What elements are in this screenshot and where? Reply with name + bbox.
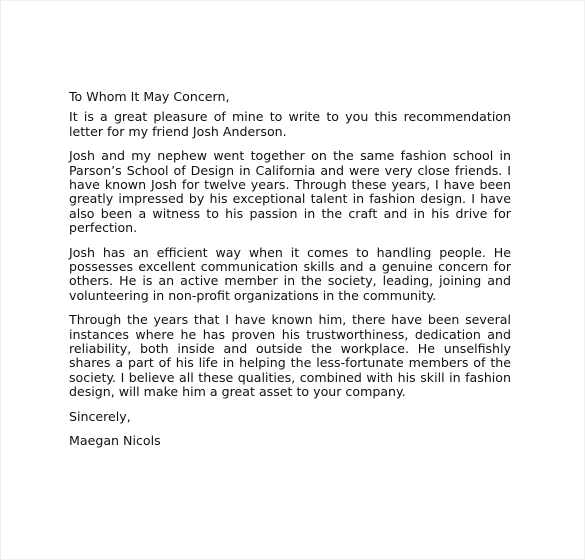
letter-paragraph-intro: It is a great pleasure of mine to write to you this recommendation letter for my friend Josh Anderson.: [69, 109, 511, 139]
letter-paragraph-character: Through the years that I have known him, there have been several instances where he has proven his trustworthiness, dedication and reliability, both inside and outside the workplace. He unselfishly shares a part of his life in helping the less-fortunate members of the society. I believe all these qualities, combined with his skill in fashion design, will make him a great asset to your company.: [69, 312, 511, 399]
letter-paragraph-skills: Josh has an efficient way when it comes to handling people. He possesses excellent communication skills and a genuine concern for others. He is an active member in the society, leading, joining and volunteering in non-profit organizations in the community.: [69, 244, 511, 303]
letter-signature-name: Maegan Nicols: [69, 432, 161, 448]
letter-paragraph-background: Josh and my nephew went together on the same fashion school in Parson’s School of Design in California and were very close friends. I have known Josh for twelve years. Through these years, I have been greatly impressed by his exceptional talent in fashion design. I have also been a witness to his passion in the craft and in his drive for perfection.: [69, 148, 511, 235]
recommendation-letter: [69, 90, 511, 448]
letter-salutation: To Whom It May Concern,: [69, 89, 230, 104]
letter-closing: Sincerely,: [69, 408, 131, 424]
